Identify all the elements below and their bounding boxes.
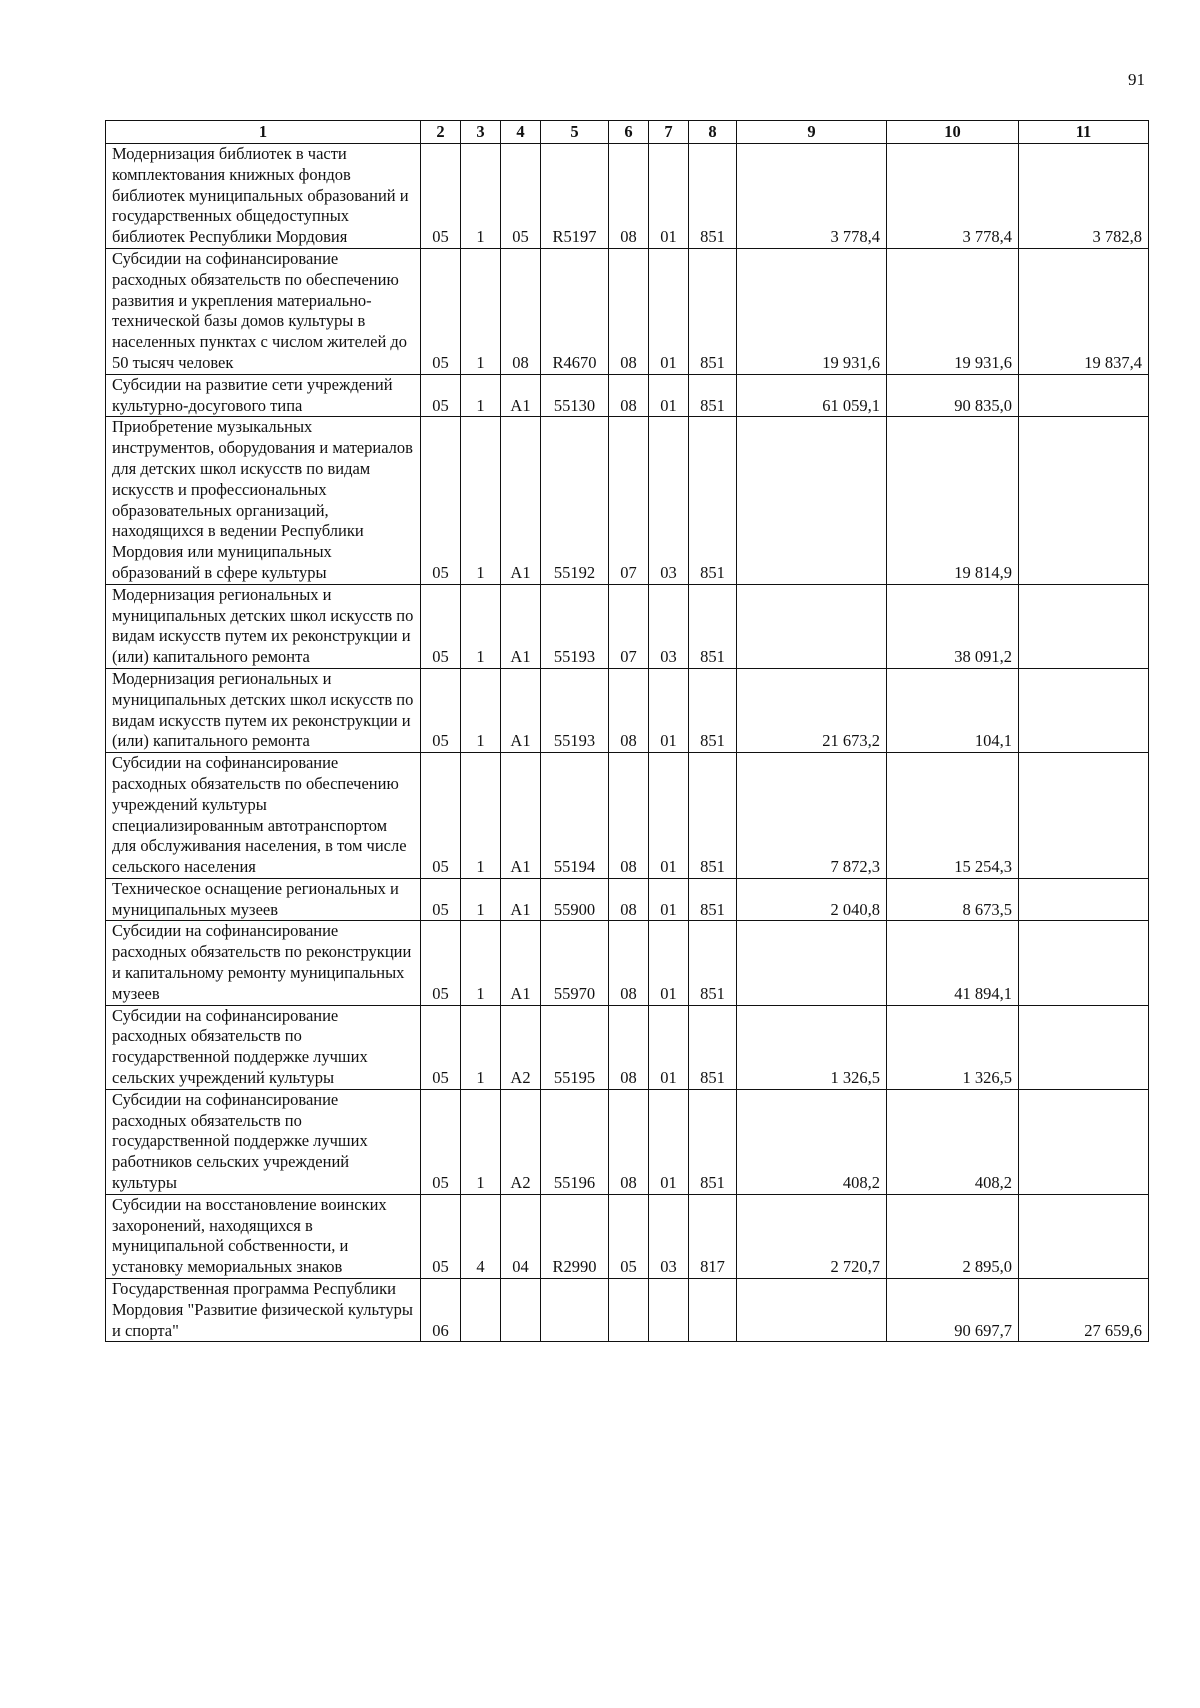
column-header: 1 — [106, 121, 421, 144]
subsection-cell: 03 — [649, 584, 689, 668]
description-cell: Модернизация библиотек в части комплектования книжных фондов библиотек муниципальных образований и государственных общедоступных библиотек Республики Мордовия — [106, 144, 421, 249]
table-row — [106, 248, 1149, 374]
description-cell: Субсидии на софинансирование расходных обязательств по обеспечению развития и укрепления материально-технической базы домов культуры в населенных пунктах с числом жителей до 50 тысяч человек — [106, 248, 421, 374]
page-number: 91 — [1128, 70, 1145, 89]
subprogram-cell: 4 — [461, 1194, 501, 1278]
subprogram-cell: 1 — [461, 668, 501, 752]
description-cell: Субсидии на софинансирование расходных обязательств по государственной поддержке лучших сельских учреждений культуры — [106, 1005, 421, 1089]
table-row — [106, 1089, 1149, 1194]
section-cell: 05 — [421, 1089, 461, 1194]
subprogram-cell: 1 — [461, 753, 501, 879]
subsection-cell: 01 — [649, 248, 689, 374]
amount-col11-cell — [1019, 374, 1149, 417]
amount-col11-cell — [1019, 1005, 1149, 1089]
amount-col10-cell: 408,2 — [887, 1089, 1019, 1194]
ministry-code-cell: 851 — [689, 753, 737, 879]
program-code-cell: A1 — [501, 921, 541, 1005]
subprogram-cell: 1 — [461, 921, 501, 1005]
program-code-cell: A1 — [501, 374, 541, 417]
table-row — [106, 753, 1149, 879]
ministry-code-cell: 851 — [689, 144, 737, 249]
ministry-code-cell: 817 — [689, 1194, 737, 1278]
description-cell: Субсидии на развитие сети учреждений культурно-досугового типа — [106, 374, 421, 417]
target-article-cell: 55196 — [541, 1089, 609, 1194]
section-cell: 05 — [421, 1005, 461, 1089]
amount-col10-cell: 15 254,3 — [887, 753, 1019, 879]
subprogram-cell: 1 — [461, 374, 501, 417]
chapter-cell: 08 — [609, 144, 649, 249]
subsection-cell: 01 — [649, 1089, 689, 1194]
table-row — [106, 878, 1149, 921]
column-header: 3 — [461, 121, 501, 144]
section-cell: 05 — [421, 374, 461, 417]
amount-col10-cell: 1 326,5 — [887, 1005, 1019, 1089]
amount-col10-cell: 90 835,0 — [887, 374, 1019, 417]
table-row — [106, 668, 1149, 752]
column-header: 6 — [609, 121, 649, 144]
column-header: 9 — [737, 121, 887, 144]
program-code-cell: A1 — [501, 417, 541, 584]
target-article-cell — [541, 1279, 609, 1342]
amount-col9-cell — [737, 921, 887, 1005]
column-header: 2 — [421, 121, 461, 144]
target-article-cell: 55970 — [541, 921, 609, 1005]
chapter-cell: 07 — [609, 417, 649, 584]
section-cell: 05 — [421, 753, 461, 879]
table-row — [106, 1005, 1149, 1089]
amount-col10-cell: 104,1 — [887, 668, 1019, 752]
section-cell: 05 — [421, 878, 461, 921]
amount-col10-cell: 19 814,9 — [887, 417, 1019, 584]
description-cell: Государственная программа Республики Мордовия "Развитие физической культуры и спорта" — [106, 1279, 421, 1342]
target-article-cell: R2990 — [541, 1194, 609, 1278]
ministry-code-cell: 851 — [689, 668, 737, 752]
amount-col10-cell: 3 778,4 — [887, 144, 1019, 249]
amount-col11-cell: 3 782,8 — [1019, 144, 1149, 249]
chapter-cell: 07 — [609, 584, 649, 668]
subprogram-cell: 1 — [461, 878, 501, 921]
target-article-cell: R5197 — [541, 144, 609, 249]
target-article-cell: 55900 — [541, 878, 609, 921]
header-row — [106, 121, 1149, 144]
amount-col11-cell — [1019, 1194, 1149, 1278]
amount-col11-cell — [1019, 417, 1149, 584]
description-cell: Субсидии на софинансирование расходных обязательств по государственной поддержке лучших работников сельских учреждений культуры — [106, 1089, 421, 1194]
amount-col10-cell: 8 673,5 — [887, 878, 1019, 921]
program-code-cell: 04 — [501, 1194, 541, 1278]
amount-col10-cell: 38 091,2 — [887, 584, 1019, 668]
amount-col11-cell — [1019, 921, 1149, 1005]
table-row — [106, 417, 1149, 584]
amount-col10-cell: 2 895,0 — [887, 1194, 1019, 1278]
subsection-cell: 01 — [649, 144, 689, 249]
column-header: 7 — [649, 121, 689, 144]
amount-col11-cell — [1019, 668, 1149, 752]
budget-table — [105, 120, 1149, 1342]
subsection-cell: 01 — [649, 374, 689, 417]
subsection-cell: 01 — [649, 753, 689, 879]
section-cell: 05 — [421, 144, 461, 249]
amount-col9-cell: 61 059,1 — [737, 374, 887, 417]
column-header: 4 — [501, 121, 541, 144]
subprogram-cell: 1 — [461, 144, 501, 249]
amount-col9-cell: 21 673,2 — [737, 668, 887, 752]
ministry-code-cell: 851 — [689, 878, 737, 921]
description-cell: Модернизация региональных и муниципальных детских школ искусств по видам искусств путем их реконструкции и (или) капитального ремонта — [106, 584, 421, 668]
chapter-cell: 08 — [609, 374, 649, 417]
amount-col11-cell: 27 659,6 — [1019, 1279, 1149, 1342]
amount-col10-cell: 19 931,6 — [887, 248, 1019, 374]
section-cell: 05 — [421, 1194, 461, 1278]
subsection-cell: 01 — [649, 878, 689, 921]
subprogram-cell: 1 — [461, 417, 501, 584]
chapter-cell: 08 — [609, 1089, 649, 1194]
chapter-cell: 08 — [609, 1005, 649, 1089]
chapter-cell: 08 — [609, 878, 649, 921]
table-body — [106, 144, 1149, 1342]
target-article-cell: 55195 — [541, 1005, 609, 1089]
amount-col9-cell — [737, 1279, 887, 1342]
subsection-cell: 01 — [649, 921, 689, 1005]
description-cell: Приобретение музыкальных инструментов, оборудования и материалов для детских школ искусств по видам искусств и профессиональных образовательных организаций, находящихся в ведении Республики Мордовия или муниципальных образований в сфере культуры — [106, 417, 421, 584]
chapter-cell: 05 — [609, 1194, 649, 1278]
subsection-cell: 01 — [649, 1005, 689, 1089]
ministry-code-cell: 851 — [689, 374, 737, 417]
chapter-cell: 08 — [609, 921, 649, 1005]
table-row — [106, 1279, 1149, 1342]
section-cell: 05 — [421, 584, 461, 668]
table-row — [106, 374, 1149, 417]
amount-col11-cell — [1019, 1089, 1149, 1194]
chapter-cell: 08 — [609, 753, 649, 879]
amount-col9-cell — [737, 584, 887, 668]
target-article-cell: 55194 — [541, 753, 609, 879]
amount-col9-cell: 408,2 — [737, 1089, 887, 1194]
program-code-cell: A1 — [501, 584, 541, 668]
amount-col9-cell: 19 931,6 — [737, 248, 887, 374]
program-code-cell: A1 — [501, 668, 541, 752]
description-cell: Техническое оснащение региональных и муниципальных музеев — [106, 878, 421, 921]
amount-col11-cell: 19 837,4 — [1019, 248, 1149, 374]
section-cell: 05 — [421, 417, 461, 584]
target-article-cell: 55192 — [541, 417, 609, 584]
table-row — [106, 584, 1149, 668]
amount-col10-cell: 41 894,1 — [887, 921, 1019, 1005]
description-cell: Субсидии на восстановление воинских захоронений, находящихся в муниципальной собственности, и установку мемориальных знаков — [106, 1194, 421, 1278]
section-cell: 05 — [421, 248, 461, 374]
ministry-code-cell — [689, 1279, 737, 1342]
program-code-cell — [501, 1279, 541, 1342]
subsection-cell: 01 — [649, 668, 689, 752]
program-code-cell: A2 — [501, 1005, 541, 1089]
chapter-cell: 08 — [609, 248, 649, 374]
target-article-cell: 55130 — [541, 374, 609, 417]
amount-col11-cell — [1019, 584, 1149, 668]
amount-col9-cell: 2 720,7 — [737, 1194, 887, 1278]
column-header: 5 — [541, 121, 609, 144]
section-cell: 05 — [421, 668, 461, 752]
program-code-cell: 05 — [501, 144, 541, 249]
description-cell: Субсидии на софинансирование расходных обязательств по обеспечению учреждений культуры специализированным автотранспортом для обслуживания населения, в том числе сельского населения — [106, 753, 421, 879]
program-code-cell: A2 — [501, 1089, 541, 1194]
amount-col11-cell — [1019, 878, 1149, 921]
subsection-cell: 03 — [649, 1194, 689, 1278]
program-code-cell: 08 — [501, 248, 541, 374]
amount-col9-cell: 2 040,8 — [737, 878, 887, 921]
section-cell: 06 — [421, 1279, 461, 1342]
chapter-cell — [609, 1279, 649, 1342]
amount-col9-cell — [737, 417, 887, 584]
subprogram-cell — [461, 1279, 501, 1342]
table-row — [106, 921, 1149, 1005]
column-header: 10 — [887, 121, 1019, 144]
subsection-cell: 03 — [649, 417, 689, 584]
description-cell: Модернизация региональных и муниципальных детских школ искусств по видам искусств путем их реконструкции и (или) капитального ремонта — [106, 668, 421, 752]
table-row — [106, 1194, 1149, 1278]
table-row — [106, 144, 1149, 249]
ministry-code-cell: 851 — [689, 921, 737, 1005]
program-code-cell: A1 — [501, 753, 541, 879]
description-cell: Субсидии на софинансирование расходных обязательств по реконструкции и капитальному ремонту муниципальных музеев — [106, 921, 421, 1005]
subprogram-cell: 1 — [461, 248, 501, 374]
target-article-cell: 55193 — [541, 668, 609, 752]
amount-col10-cell: 90 697,7 — [887, 1279, 1019, 1342]
column-header: 11 — [1019, 121, 1149, 144]
chapter-cell: 08 — [609, 668, 649, 752]
ministry-code-cell: 851 — [689, 1005, 737, 1089]
ministry-code-cell: 851 — [689, 584, 737, 668]
subprogram-cell: 1 — [461, 584, 501, 668]
ministry-code-cell: 851 — [689, 1089, 737, 1194]
program-code-cell: A1 — [501, 878, 541, 921]
amount-col9-cell: 3 778,4 — [737, 144, 887, 249]
amount-col9-cell: 1 326,5 — [737, 1005, 887, 1089]
column-header: 8 — [689, 121, 737, 144]
subprogram-cell: 1 — [461, 1089, 501, 1194]
target-article-cell: R4670 — [541, 248, 609, 374]
target-article-cell: 55193 — [541, 584, 609, 668]
ministry-code-cell: 851 — [689, 417, 737, 584]
subprogram-cell: 1 — [461, 1005, 501, 1089]
section-cell: 05 — [421, 921, 461, 1005]
ministry-code-cell: 851 — [689, 248, 737, 374]
amount-col11-cell — [1019, 753, 1149, 879]
subsection-cell — [649, 1279, 689, 1342]
amount-col9-cell: 7 872,3 — [737, 753, 887, 879]
